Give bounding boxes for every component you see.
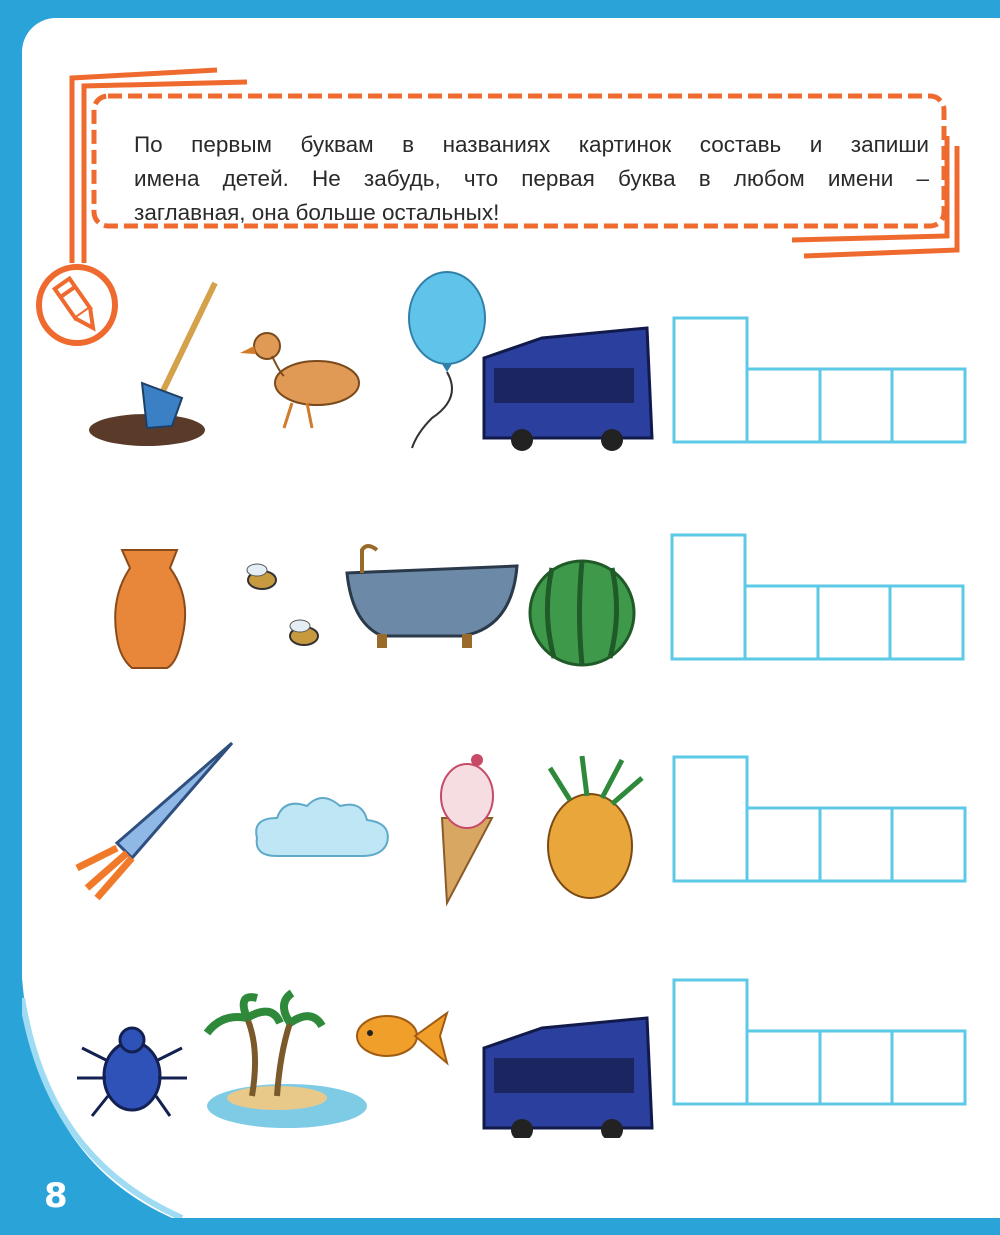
answer-cells-row-2[interactable]: [670, 533, 970, 663]
letter-cell[interactable]: [747, 1031, 820, 1104]
letter-cell[interactable]: [818, 586, 890, 659]
goldfish-picture: [357, 1013, 447, 1063]
letter-cell[interactable]: [747, 369, 820, 442]
letter-cell[interactable]: [892, 369, 965, 442]
letter-cell[interactable]: [745, 586, 818, 659]
cloud-picture: [256, 798, 388, 856]
letter-cell[interactable]: [820, 369, 892, 442]
ice-cream-picture: [441, 754, 493, 903]
beetle-picture: [77, 1028, 187, 1116]
rocket-picture: [77, 743, 232, 898]
capital-letter-cell[interactable]: [674, 980, 747, 1104]
palm-island-picture: [207, 993, 367, 1128]
shovel-picture: [89, 283, 215, 446]
capital-letter-cell[interactable]: [672, 535, 745, 659]
capital-letter-cell[interactable]: [674, 318, 747, 442]
instruction-line-3: заглавная, она больше остальных!: [134, 200, 500, 225]
worksheet-page: [22, 18, 1000, 1218]
letter-cell[interactable]: [892, 808, 965, 881]
answer-cells-row-1[interactable]: [672, 316, 972, 446]
vase-picture: [115, 550, 185, 668]
answer-cells-row-4[interactable]: [672, 978, 972, 1108]
bus-picture: [484, 328, 652, 451]
balloon-picture: [409, 272, 485, 448]
letter-cell[interactable]: [747, 808, 820, 881]
task-instruction: [134, 128, 929, 230]
letter-cell[interactable]: [820, 1031, 892, 1104]
watermelon-picture: [530, 561, 634, 665]
instruction-line-1: По первым буквам в названиях картинок составь и запиши: [134, 132, 929, 157]
answer-cells-row-3[interactable]: [672, 755, 972, 885]
instruction-line-2: имена детей. Не забудь, что первая буква в любом имени –: [134, 166, 929, 191]
capital-letter-cell[interactable]: [674, 757, 747, 881]
duck-picture: [240, 333, 359, 428]
letter-cell[interactable]: [820, 808, 892, 881]
bathtub-picture: [347, 546, 517, 648]
bees-picture: [247, 564, 318, 645]
letter-cell[interactable]: [892, 1031, 965, 1104]
letter-cell[interactable]: [890, 586, 963, 659]
pineapple-picture: [548, 756, 642, 898]
page-number: 8: [44, 1176, 68, 1216]
bus-picture: [484, 1018, 652, 1138]
